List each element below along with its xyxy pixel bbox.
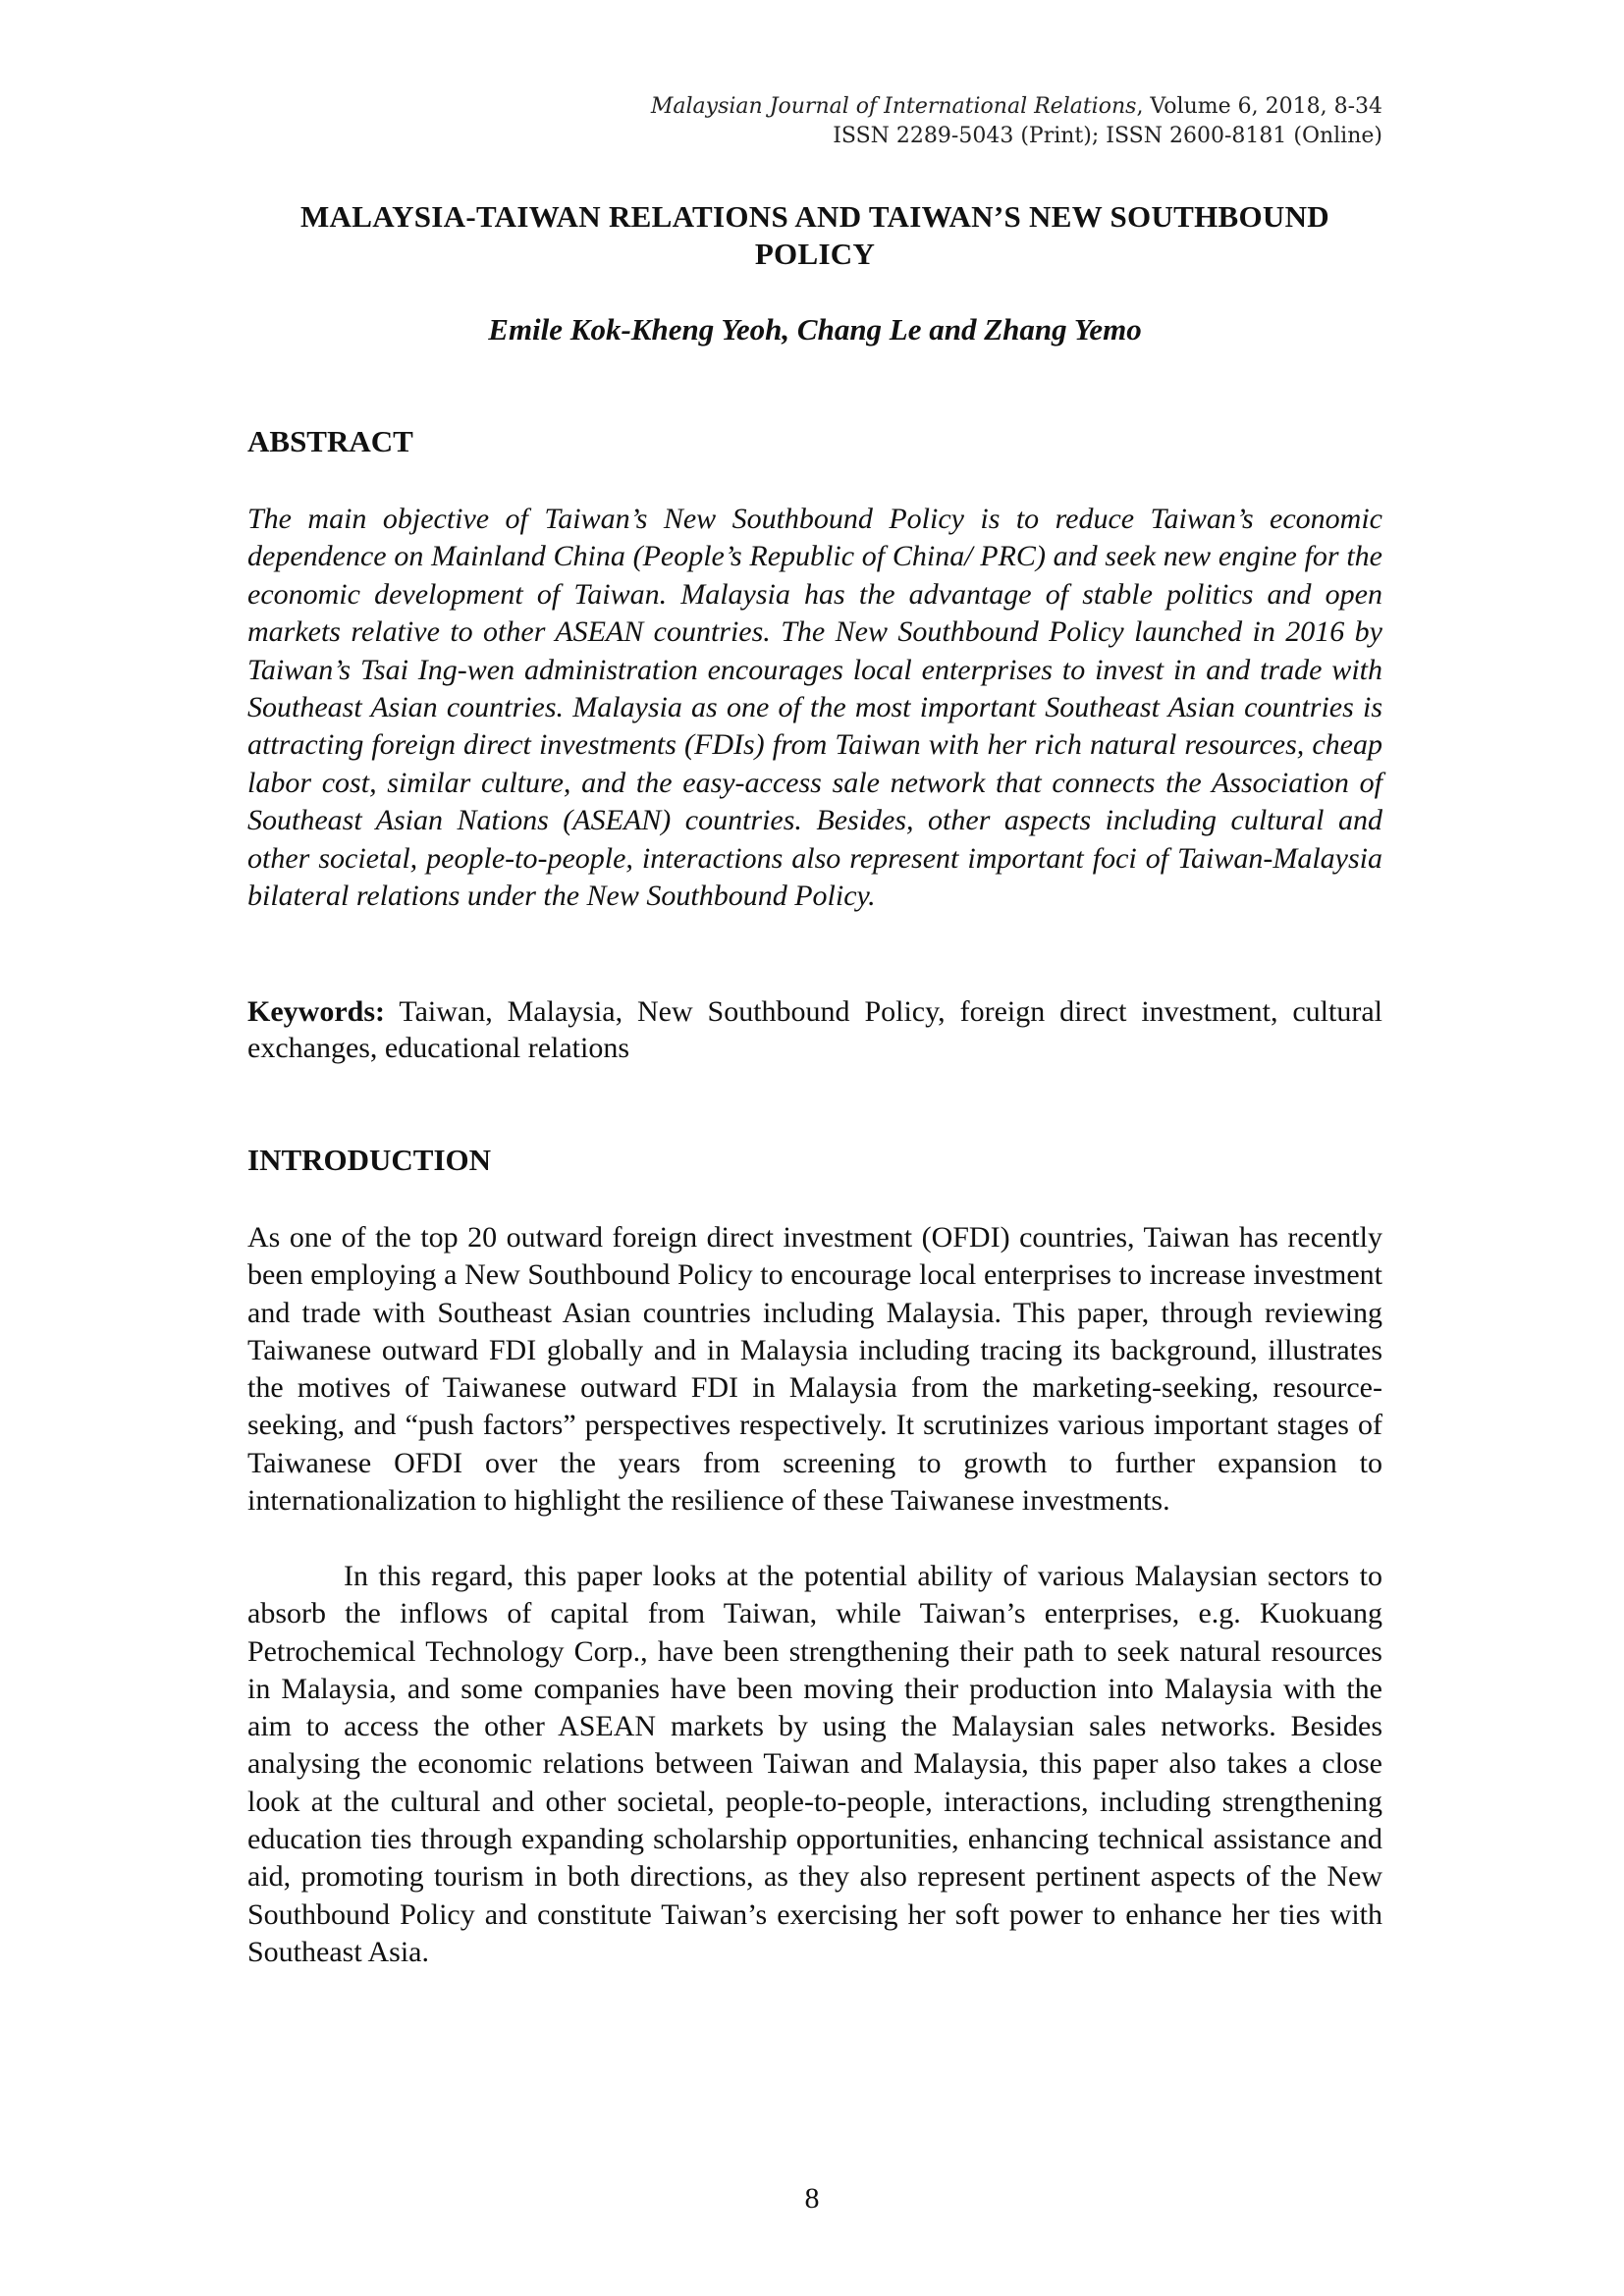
- journal-volume-info: , Volume 6, 2018, 8-34: [1136, 94, 1382, 119]
- keywords-block: [247, 993, 1382, 1066]
- keywords-label: Keywords:: [247, 995, 385, 1028]
- author-list: Emile Kok-Kheng Yeoh, Chang Le and Zhang Yemo: [488, 312, 1142, 347]
- introduction-heading: INTRODUCTION: [247, 1143, 492, 1177]
- introduction-paragraph-1: As one of the top 20 outward foreign direct investment (OFDI) countries, Taiwan has recently been employing a New Southbound Policy to encourage local enterprises to increase investment and trade with Southeast Asian countries including Malaysia. This paper, through reviewing Taiwanese outward FDI globally and in Malaysia including tracing its background, illustrates the motives of Taiwanese outward FDI in Malaysia from the marketing-seeking, resource-seeking, and “push factors” perspectives respectively. It scrutinizes various important stages of Taiwanese OFDI over the years from screening to growth to further expansion to internationalization to highlight the resilience of these Taiwanese investments.: [247, 1221, 1382, 1518]
- paper-title: [247, 198, 1382, 273]
- journal-name: Malaysian Journal of International Relations: [650, 94, 1137, 119]
- paper-title-line-1: MALAYSIA-TAIWAN RELATIONS AND TAIWAN’S NEW SOUTHBOUND: [300, 199, 1329, 234]
- journal-header: [651, 92, 1382, 151]
- page-number: 8: [804, 2182, 820, 2215]
- introduction-paragraph-2: In this regard, this paper looks at the potential ability of various Malaysian sectors to absorb the inflows of capital from Taiwan, while Taiwan’s enterprises, e.g. Kuokuang Petrochemical Technology Corp., have been strengthening their path to seek natural resources in Malaysia, and some companies have been moving their production into Malaysia with the aim to access the other ASEAN markets by using the Malaysian sales networks. Besides analysing the economic relations between Taiwan and Malaysia, this paper also takes a close look at the cultural and other societal, people-to-people, interactions, including strengthening education ties through expanding scholarship opportunities, enhancing technical assistance and aid, promoting tourism in both directions, as they also represent pertinent aspects of the New Southbound Policy and constitute Taiwan’s exercising her soft power to enhance her ties with Southeast Asia.: [247, 1560, 1382, 1968]
- journal-issn: ISSN 2289-5043 (Print); ISSN 2600-8181 (Online): [833, 124, 1382, 148]
- abstract-heading: ABSTRACT: [247, 424, 413, 458]
- keywords-text: Taiwan, Malaysia, New Southbound Policy, foreign direct investment, cultural exchanges, educational relations: [247, 995, 1382, 1064]
- journal-citation: [651, 92, 1382, 122]
- abstract-text: The main objective of Taiwan’s New Southbound Policy is to reduce Taiwan’s economic dependence on Mainland China (People’s Republic of China/ PRC) and seek new engine for the economic development of Taiwan. Malaysia has the advantage of stable politics and open markets relative to other ASEAN countries. The New Southbound Policy launched in 2016 by Taiwan’s Tsai Ing-wen administration encourages local enterprises to invest in and trade with Southeast Asian countries. Malaysia as one of the most important Southeast Asian countries is attracting foreign direct investments (FDIs) from Taiwan with her rich natural resources, cheap labor cost, similar culture, and the easy-access sale network that connects the Association of Southeast Asian Nations (ASEAN) countries. Besides, other aspects including cultural and other societal, people-to-people, interactions also represent important foci of Taiwan-Malaysia bilateral relations under the New Southbound Policy.: [247, 503, 1382, 913]
- paper-title-line-2: POLICY: [754, 237, 876, 271]
